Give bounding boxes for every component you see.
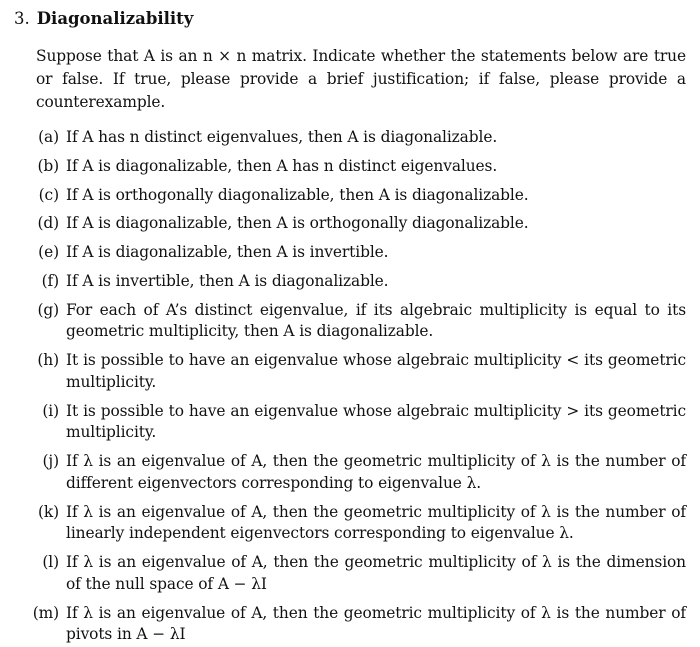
- statement-h: [14, 350, 686, 393]
- problem-heading: [14, 8, 686, 30]
- statement-text: If λ is an eigenvalue of A, then the geometric multiplicity of λ is the number of different eigenvectors corresponding to eigenvalue λ.: [66, 452, 686, 492]
- statement-i: [14, 401, 686, 444]
- statement-f: [14, 271, 686, 293]
- statement-text: If λ is an eigenvalue of A, then the geometric multiplicity of λ is the number of pivots in A − λI: [66, 603, 686, 644]
- statement-label: (k): [37, 502, 59, 521]
- statement-label: (f): [41, 271, 59, 290]
- statement-text: If A is invertible, then A is diagonalizable.: [66, 271, 389, 290]
- problem-title: Diagonalizability: [36, 9, 194, 28]
- statement-g: [14, 300, 686, 343]
- statement-d: [14, 213, 686, 235]
- statement-label: (l): [42, 553, 59, 572]
- statement-text: If λ is an eigenvalue of A, then the geometric multiplicity of λ is the dimension of the null space of A − λI: [66, 553, 686, 593]
- statement-l: [14, 552, 686, 595]
- statement-text: If A is orthogonally diagonalizable, then A is diagonalizable.: [66, 185, 529, 204]
- problem-number: 3.: [14, 9, 30, 28]
- statement-text: If λ is an eigenvalue of A, then the geometric multiplicity of λ is the number of linearly independent eigenvectors corresponding to eigenvalue λ.: [66, 502, 686, 543]
- statement-m: [14, 603, 686, 646]
- statement-b: [14, 156, 686, 178]
- statement-text: It is possible to have an eigenvalue whose algebraic multiplicity > its geometric multiplicity.: [66, 401, 686, 442]
- statement-label: (b): [37, 157, 59, 176]
- statement-label: (g): [37, 300, 59, 319]
- statement-e: [14, 242, 686, 264]
- statement-label: (d): [37, 214, 59, 233]
- statement-label: (c): [38, 185, 59, 204]
- statement-label: (i): [42, 401, 59, 420]
- statement-text: For each of A’s distinct eigenvalue, if its algebraic multiplicity is equal to its geometric multiplicity, then A is diagonalizable.: [66, 300, 686, 341]
- statement-text: If A is diagonalizable, then A is invertible.: [66, 243, 389, 262]
- statement-label: (h): [37, 351, 59, 370]
- statement-text: If A has n distinct eigenvalues, then A is diagonalizable.: [66, 128, 498, 147]
- statement-label: (m): [32, 603, 59, 622]
- statement-a: [14, 127, 686, 149]
- statement-label: (j): [42, 452, 59, 471]
- statement-j: [14, 451, 686, 494]
- statement-list: [14, 127, 686, 645]
- statement-text: If A is diagonalizable, then A is orthogonally diagonalizable.: [66, 214, 529, 233]
- statement-label: (e): [38, 243, 59, 262]
- statement-label: (a): [38, 128, 59, 147]
- statement-c: [14, 185, 686, 207]
- statement-text: If A is diagonalizable, then A has n distinct eigenvalues.: [66, 157, 498, 176]
- problem-intro: Suppose that A is an n × n matrix. Indicate whether the statements below are true or false. If true, please provide a brief justification; if false, please provide a counterexample.: [36, 47, 686, 112]
- statement-k: [14, 502, 686, 545]
- statement-text: It is possible to have an eigenvalue whose algebraic multiplicity < its geometric multiplicity.: [66, 351, 686, 391]
